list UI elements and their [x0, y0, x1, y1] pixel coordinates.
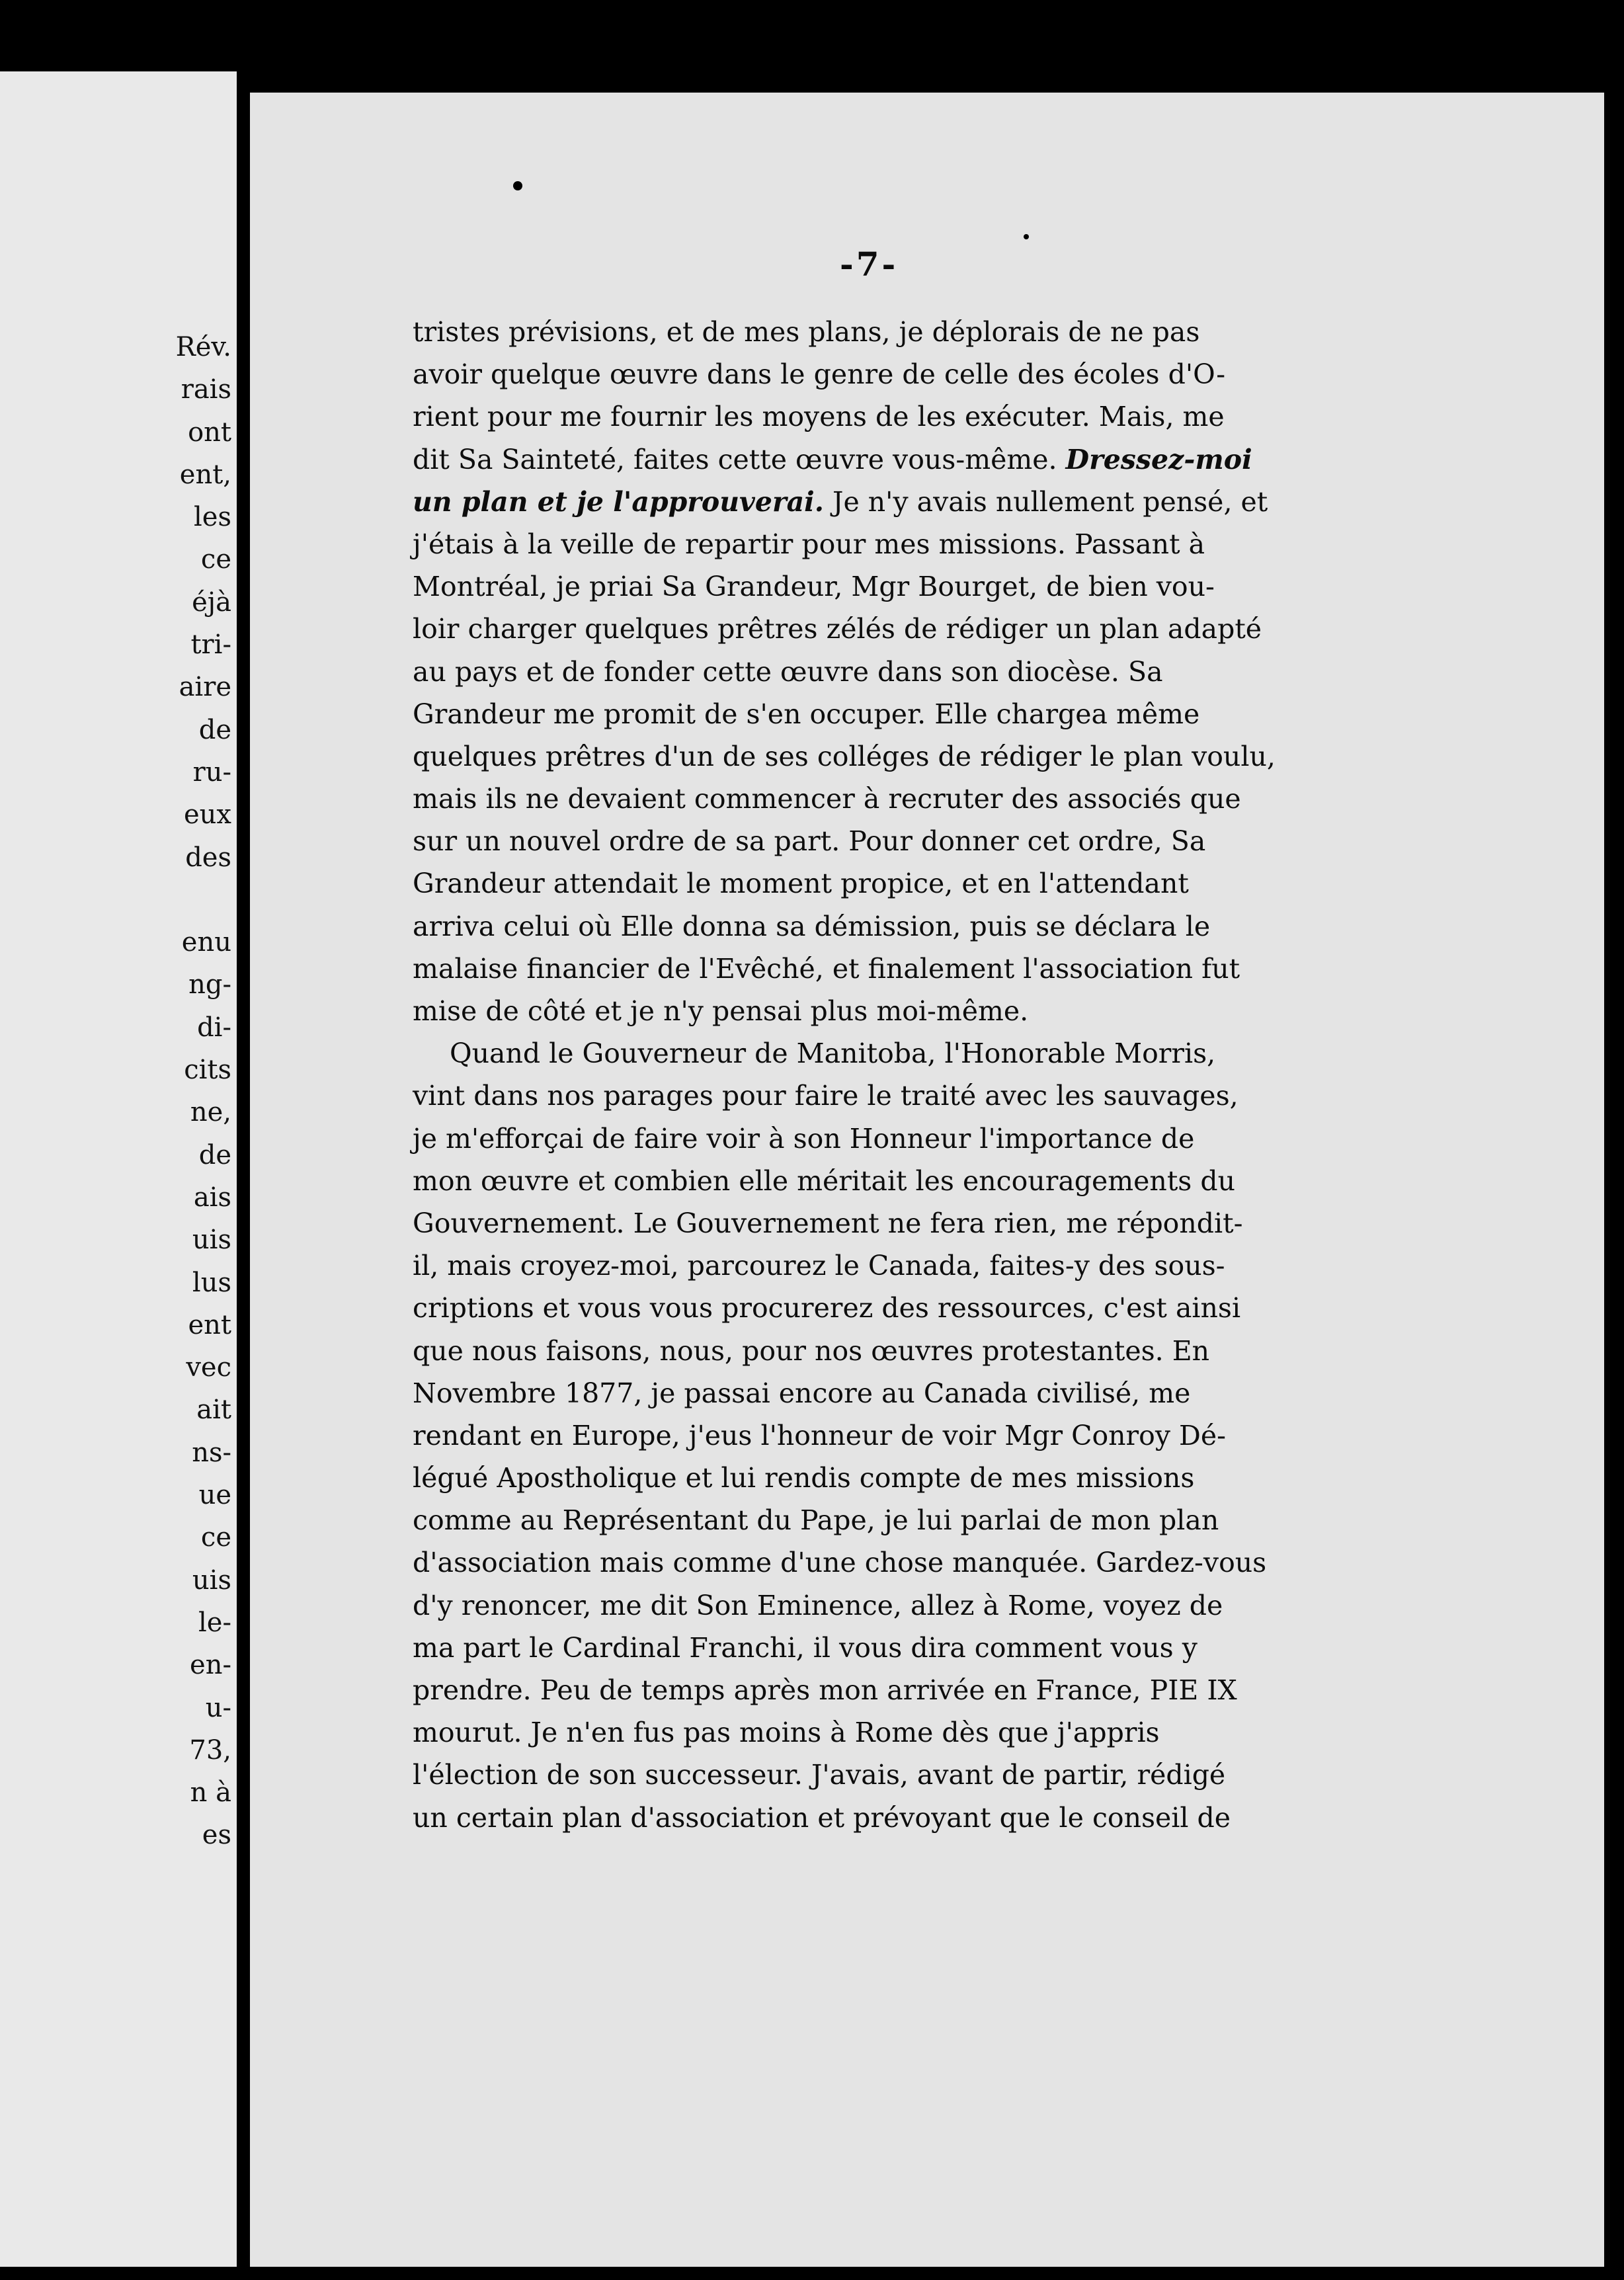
facing-page-line: enu: [181, 927, 231, 958]
text-line: Novembre 1877, je passai encore au Canada civilisé, me: [413, 1377, 1191, 1409]
facing-page-line: n à: [190, 1777, 231, 1809]
facing-page-line: ait: [196, 1395, 231, 1426]
facing-page-line: éjà: [192, 587, 231, 618]
body-text: [413, 311, 1307, 1839]
facing-page-line: ns-: [192, 1437, 231, 1468]
facing-page-text: [176, 326, 231, 1857]
facing-page-line: ont: [188, 417, 231, 448]
facing-page-line: 73,: [189, 1734, 231, 1766]
text-line: Quand le Gouverneur de Manitoba, l'Honorable Morris,: [450, 1038, 1216, 1070]
facing-page-line: de: [198, 1139, 231, 1170]
text-line: comme au Représentant du Pape, je lui parlai de mon plan: [413, 1504, 1219, 1537]
facing-page-line: rais: [181, 374, 231, 405]
facing-page-line: ent,: [179, 459, 231, 490]
text-line: quelques prêtres d'un de ses colléges de rédiger le plan voulu,: [413, 740, 1276, 772]
facing-page-line: de: [198, 714, 231, 745]
facing-page-line: vec: [186, 1352, 231, 1383]
text-line: arriva celui où Elle donna sa démission, puis se déclara le: [413, 910, 1211, 942]
text-line: que nous faisons, nous, pour nos œuvres protestantes. En: [413, 1334, 1210, 1367]
text-line: rient pour me fournir les moyens de les exécuter. Mais, me: [413, 401, 1225, 433]
facing-page-line: des: [185, 842, 231, 873]
facing-page-line: le-: [198, 1607, 231, 1638]
text-line: Grandeur me promit de s'en occuper. Elle chargea même: [413, 698, 1200, 730]
text-line: Gouvernement. Le Gouvernement ne fera rien, me répondit-: [413, 1207, 1243, 1239]
text-line: au pays et de fonder cette œuvre dans son diocèse. Sa: [413, 655, 1163, 688]
facing-page-line: Rév.: [175, 332, 231, 362]
facing-page-line: uis: [192, 1565, 231, 1596]
book-gutter: [237, 71, 250, 2267]
text-line: l'élection de son successeur. J'avais, avant de partir, rédigé: [413, 1759, 1226, 1791]
facing-page-line: ce: [200, 1522, 231, 1553]
text-line: rendant en Europe, j'eus l'honneur de voir Mgr Conroy Dé-: [413, 1419, 1226, 1451]
facing-page-line: ent: [188, 1309, 231, 1340]
text-line: loir charger quelques prêtres zélés de rédiger un plan adapté: [413, 613, 1262, 645]
text-line: mon œuvre et combien elle méritait les encouragements du: [413, 1164, 1236, 1197]
facing-page-line: tri-: [190, 630, 231, 661]
text-line: mais ils ne devaient commencer à recruter des associés que: [413, 783, 1241, 815]
italic-text-run: Dressez-moi: [1065, 443, 1252, 475]
facing-page-line: ng-: [188, 969, 231, 1000]
text-run: Je n'y avais nullement pensé, et: [824, 485, 1268, 518]
text-line: criptions et vous vous procurerez des ressources, c'est ainsi: [413, 1292, 1241, 1324]
text-line: d'y renoncer, me dit Son Eminence, allez à Rome, voyez de: [413, 1589, 1223, 1621]
text-line: tristes prévisions, et de mes plans, je déplorais de ne pas: [413, 316, 1200, 348]
facing-page-line: es: [202, 1820, 231, 1851]
text-line: d'association mais comme d'une chose manquée. Gardez-vous: [413, 1547, 1267, 1579]
text-line: prendre. Peu de temps après mon arrivée en France, PIE IX: [413, 1674, 1237, 1706]
facing-page-line: ais: [193, 1182, 231, 1213]
facing-page-line: [176, 879, 231, 921]
text-run: dit Sa Sainteté, faites cette œuvre vous-même.: [413, 443, 1066, 475]
facing-page-line: ce: [200, 544, 231, 575]
text-line: Grandeur attendait le moment propice, et en l'attendant: [413, 868, 1189, 900]
facing-page-line: eux: [184, 799, 231, 831]
text-line: mise de côté et je n'y pensai plus moi-même.: [413, 995, 1029, 1027]
facing-page-line: u-: [205, 1692, 231, 1723]
text-line: Montréal, je priai Sa Grandeur, Mgr Bourget, de bien vou-: [413, 571, 1215, 603]
italic-text-run: un plan et je l'approuverai.: [413, 485, 824, 518]
facing-page-line: en-: [190, 1650, 231, 1681]
text-line: j'étais à la veille de repartir pour mes missions. Passant à: [413, 528, 1205, 560]
facing-page-line: ne,: [190, 1097, 231, 1128]
facing-page-line: uis: [192, 1225, 231, 1256]
facing-page-line: ue: [198, 1480, 231, 1511]
text-line: malaise financier de l'Evêché, et finalement l'association fut: [413, 952, 1240, 985]
text-line: avoir quelque œuvre dans le genre de celle des écoles d'O-: [413, 358, 1226, 391]
text-line: mourut. Je n'en fus pas moins à Rome dès que j'appris: [413, 1717, 1160, 1749]
text-line: [413, 438, 1307, 481]
text-line: sur un nouvel ordre de sa part. Pour donner cet ordre, Sa: [413, 825, 1206, 858]
facing-page-line: di-: [197, 1012, 231, 1043]
ink-speck: [1024, 234, 1029, 239]
text-line: [413, 481, 1307, 523]
text-line: légué Apostholique et lui rendis compte de mes missions: [413, 1462, 1195, 1494]
text-line: vint dans nos parages pour faire le traité avec les sauvages,: [413, 1080, 1238, 1112]
ink-speck: [513, 181, 522, 190]
text-line: un certain plan d'association et prévoyant que le conseil de: [413, 1801, 1231, 1834]
facing-page-line: aire: [179, 672, 231, 703]
facing-page-line: les: [194, 502, 231, 533]
text-line: ma part le Cardinal Franchi, il vous dira comment vous y: [413, 1631, 1198, 1664]
facing-page-line: lus: [192, 1267, 231, 1298]
text-line: il, mais croyez-moi, parcourez le Canada, faites-y des sous-: [413, 1250, 1225, 1282]
facing-page-line: cits: [184, 1055, 231, 1086]
text-line: je m'efforçai de faire voir à son Honneur l'importance de: [413, 1122, 1195, 1155]
facing-page-line: ru-: [192, 756, 231, 788]
facing-page: [0, 71, 237, 2267]
page-number: -7-: [840, 245, 899, 284]
